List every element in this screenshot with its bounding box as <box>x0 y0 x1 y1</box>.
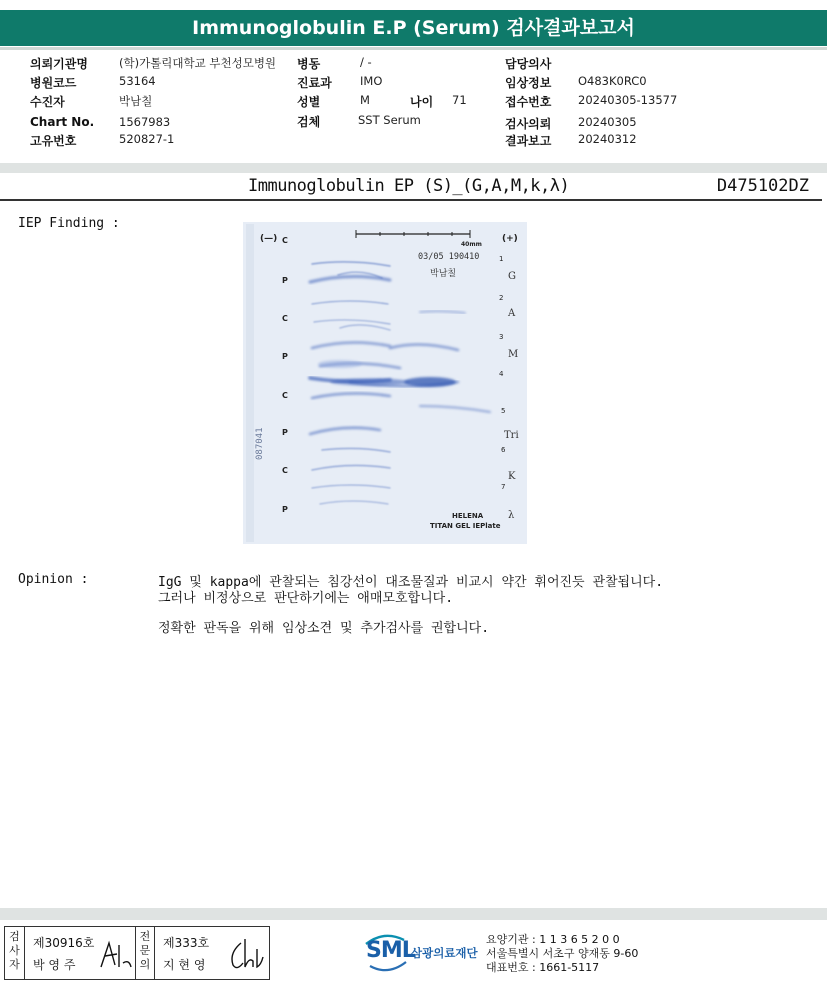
trough-number: 2 <box>499 294 504 302</box>
receipt-label: 접수번호 <box>505 95 552 109</box>
sml-logo <box>364 930 482 978</box>
foundation-name: 삼광의료재단 <box>411 946 478 960</box>
technician-vertical-label: 검사자 <box>5 927 25 979</box>
well-label: C <box>282 391 288 400</box>
institution-code: 요양기관 : 1 1 3 6 5 2 0 0 <box>486 933 620 946</box>
antiserum-label: K <box>508 471 516 482</box>
request-label: 검사의뢰 <box>505 117 552 131</box>
report-title: Immunoglobulin E.P (Serum) 검사결과보고서 <box>0 10 827 46</box>
patient-label: 수진자 <box>30 95 65 109</box>
antiserum-label: M <box>508 349 519 360</box>
antiserum-label: λ <box>508 510 515 521</box>
report-label: 결과보고 <box>505 134 552 148</box>
well-label: P <box>282 352 288 361</box>
clinical-value: O483K0RC0 <box>578 74 647 88</box>
chart-value: 1567983 <box>119 115 171 129</box>
signature-box <box>4 926 270 980</box>
sex-value: M <box>360 93 370 107</box>
technician-signature <box>99 939 133 971</box>
well-label: C <box>282 314 288 323</box>
footer-divider <box>0 908 827 920</box>
trough-number: 5 <box>501 407 506 415</box>
antiserum-label: Tri <box>504 430 519 441</box>
dept-label: 진료과 <box>297 76 332 90</box>
iep-finding-label: IEP Finding : <box>18 216 120 231</box>
antiserum-label: A <box>508 308 516 319</box>
specialist-cell <box>163 927 267 979</box>
well-label: C <box>282 236 288 245</box>
specialist-license: 제333호 <box>163 936 210 950</box>
hospital-code-label: 병원코드 <box>30 76 77 90</box>
age-value: 71 <box>452 93 467 107</box>
opinion-line-2: 그러나 비정상으로 판단하기에는 애매모호합니다. <box>158 591 454 606</box>
specialist-signature <box>227 935 265 973</box>
hospital-code-value: 53164 <box>119 74 156 88</box>
specialist-name: 지 현 영 <box>163 958 206 972</box>
scale-label: 40mm <box>461 241 482 248</box>
institution-label: 의뢰기관명 <box>30 57 88 71</box>
patient-info <box>0 55 827 155</box>
ward-value: / - <box>360 55 372 69</box>
opinion-label: Opinion : <box>18 572 89 587</box>
trough-number: 4 <box>499 370 504 378</box>
negative-pole-label: (—) <box>260 234 278 244</box>
test-code: D475102DZ <box>716 176 809 196</box>
doctor-label: 담당의사 <box>505 57 552 71</box>
unique-label: 고유번호 <box>30 134 77 148</box>
chart-label: Chart No. <box>30 115 95 129</box>
trough-number: 7 <box>501 483 506 491</box>
technician-name: 박 영 주 <box>33 958 76 972</box>
phone: 대표번호 : 1661-5117 <box>486 961 600 974</box>
address: 서울특별시 서초구 양재동 9-60 <box>486 947 639 960</box>
specimen-value: SST Serum <box>358 113 421 127</box>
unique-value: 520827-1 <box>119 132 175 146</box>
well-label: P <box>282 428 288 437</box>
dept-value: IMO <box>360 74 383 88</box>
specimen-label: 검체 <box>297 115 321 129</box>
title-underline <box>0 47 827 50</box>
sml-logo-text: SML <box>366 938 415 963</box>
iep-gel-image <box>240 220 528 546</box>
well-label: C <box>282 466 288 475</box>
positive-pole-label: (+) <box>502 234 518 244</box>
age-label: 나이 <box>410 95 434 109</box>
well-label: P <box>282 276 288 285</box>
section-divider <box>0 163 827 173</box>
sex-label: 성별 <box>297 95 321 109</box>
gel-product: TITAN GEL IEPlate <box>430 522 501 530</box>
test-underline <box>0 199 822 201</box>
test-name: Immunoglobulin EP (S)_(G,A,M,k,λ) <box>248 176 570 196</box>
well-label: P <box>282 505 288 514</box>
trough-number: 3 <box>499 333 504 341</box>
clinical-label: 임상정보 <box>505 76 552 90</box>
gel-side-code: 087041 <box>255 427 265 460</box>
gel-stamp: 03/05 190410 <box>418 252 480 262</box>
patient-value: 박남칠 <box>119 94 153 108</box>
technician-license: 제30916호 <box>33 936 95 950</box>
technician-cell <box>33 927 133 979</box>
opinion-line-1: IgG 및 kappa에 관찰되는 침강선이 대조물질과 비교시 약간 휘어진듯 관찰됩니다. <box>158 575 664 590</box>
trough-number: 6 <box>501 446 506 454</box>
institution-value: (학)가톨릭대학교 부천성모병원 <box>119 56 277 70</box>
opinion-line-3: 정확한 판독을 위해 임상소견 및 추가검사를 권합니다. <box>158 621 490 636</box>
gel-brand: HELENA <box>452 512 484 520</box>
specialist-vertical-label: 전문의 <box>135 927 155 979</box>
gel-patient-name: 박남칠 <box>430 269 457 279</box>
antiserum-label: G <box>508 271 516 282</box>
report-value: 20240312 <box>578 132 637 146</box>
receipt-value: 20240305-13577 <box>578 93 678 107</box>
request-value: 20240305 <box>578 115 637 129</box>
ward-label: 병동 <box>297 57 321 71</box>
trough-number: 1 <box>499 255 504 263</box>
